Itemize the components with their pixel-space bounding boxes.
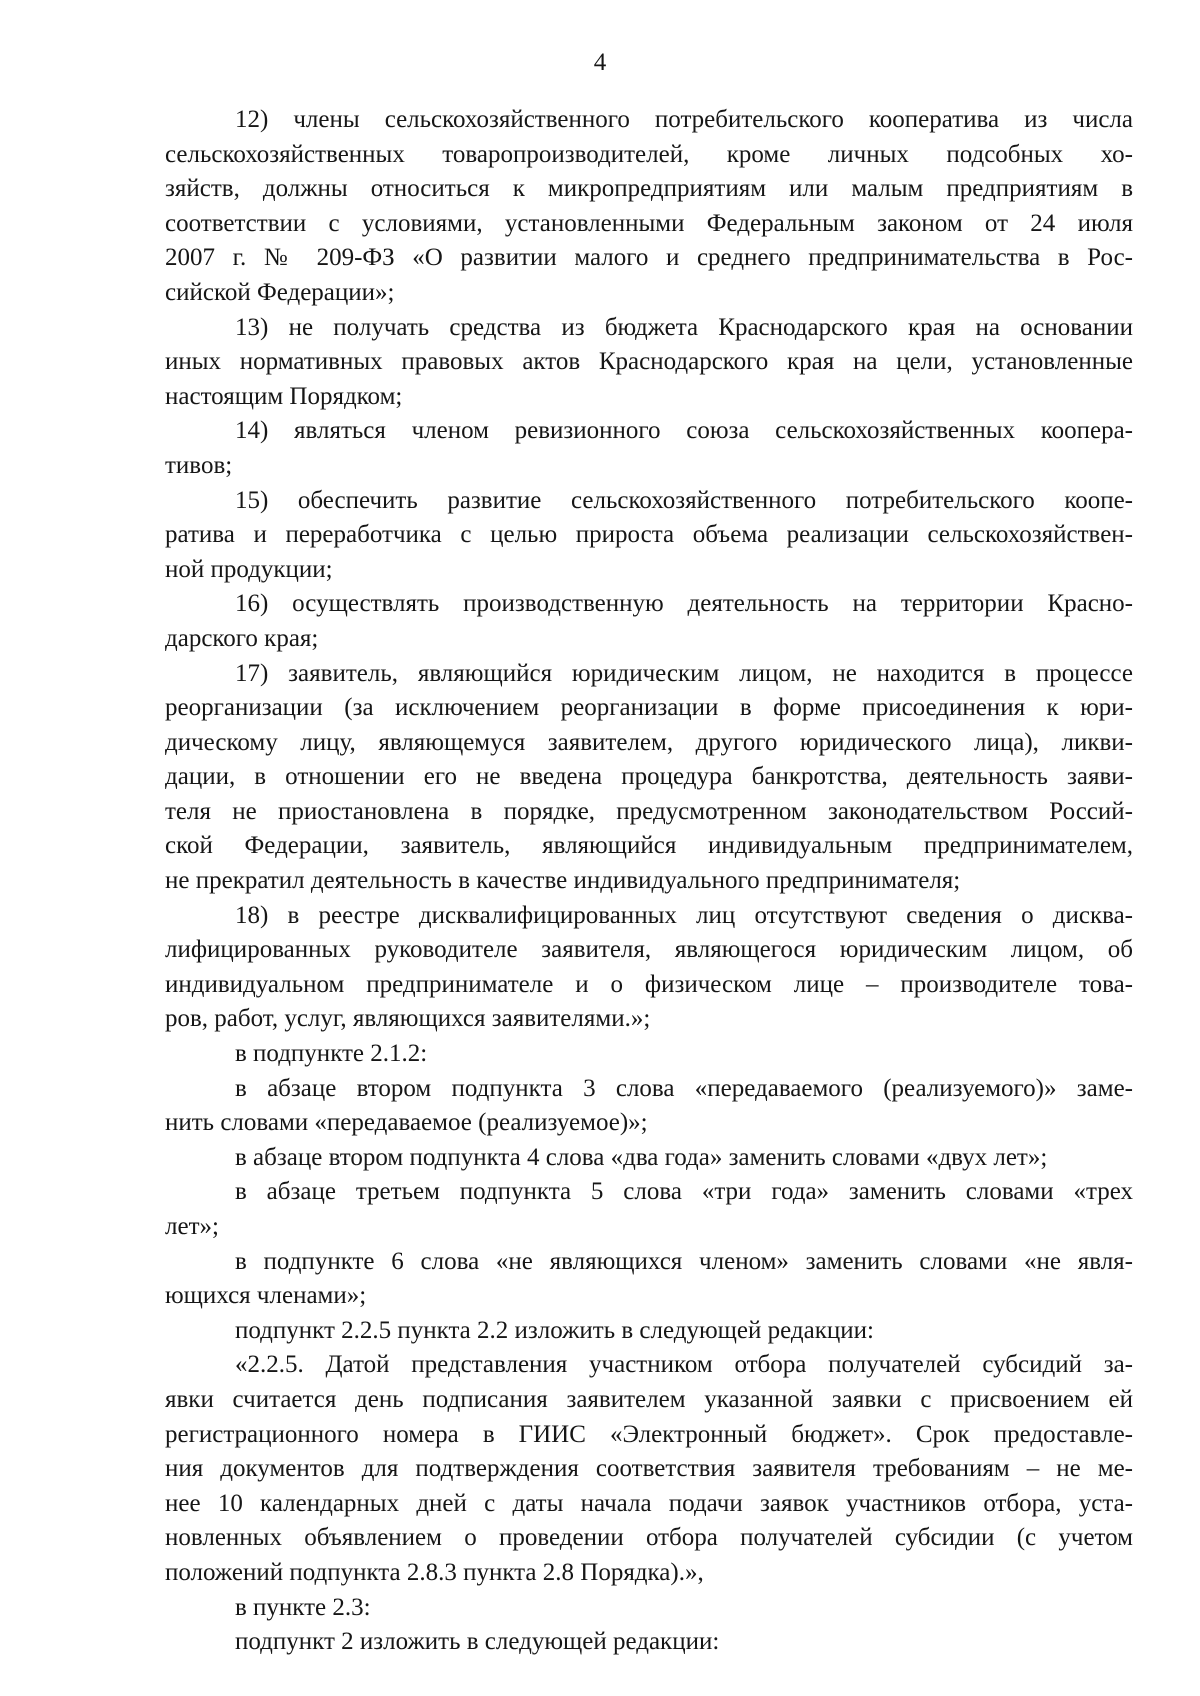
paragraph-subitem-2-1-2 [165,1037,1133,1072]
text-line: 17) заявитель, являющийся юридическим лицом, не находится в процессе [235,659,1133,687]
paragraph-text-2-2-5 [165,1348,1133,1590]
text-line: в абзаце втором подпункта 3 слова «передаваемого (реализуемого)» заме- [235,1074,1133,1102]
text-line: ной продукции; [165,555,333,583]
text-line: подпункт 2 изложить в следующей редакции: [235,1628,720,1656]
paragraph-item-18 [165,899,1133,1037]
text-line: не прекратил деятельность в качестве индивидуального предпринимателя; [165,867,961,895]
text-line: в абзаце третьем подпункта 5 слова «три года» заменить словами «трех [235,1178,1133,1206]
text-line: в пункте 2.3: [235,1593,371,1621]
text-line: 16) осуществлять производственную деятельность на территории Красно- [235,590,1133,618]
text-line: подпункт 2.2.5 пункта 2.2 изложить в следующей редакции: [235,1316,874,1344]
text-line: регистрационного номера в ГИИС «Электронный бюджет». Срок предоставле- [165,1420,1133,1448]
text-line: в абзаце втором подпункта 4 слова «два года» заменить словами «двух лет»; [235,1143,1048,1171]
paragraph-amend-sub3 [165,1072,1133,1141]
text-line: нить словами «передаваемое (реализуемое)»; [165,1109,648,1137]
text-line: ния документов для подтверждения соответствия заявителя требованиям – не ме- [165,1455,1133,1483]
text-line: дации, в отношении его не введена процедура банкротства, деятельность заяви- [165,763,1133,791]
paragraph-item-15 [165,484,1133,588]
text-line: 14) являться членом ревизионного союза сельскохозяйственных коопера- [235,417,1133,445]
text-line: ской Федерации, заявитель, являющийся индивидуальным предпринимателем, [165,832,1133,860]
text-line: явки считается день подписания заявителем указанной заявки с присвоением ей [165,1385,1133,1413]
paragraph-amend-sub6 [165,1245,1133,1314]
text-line: положений подпункта 2.8.3 пункта 2.8 Порядка).», [165,1558,704,1586]
paragraph-amend-2-2-5-intro [165,1314,1133,1349]
paragraph-amend-sub5 [165,1175,1133,1244]
text-line: дическому лицу, являющемуся заявителем, другого юридического лица), ликви- [165,728,1133,756]
text-line: 13) не получать средства из бюджета Краснодарского края на основании [235,313,1133,341]
text-line: индивидуальном предпринимателе и о физическом лице – производителе това- [165,970,1133,998]
text-line: новленных объявлением о проведении отбора получателей субсидии (с учетом [165,1524,1133,1552]
paragraph-item-12 [165,103,1133,311]
text-line: сийской Федерации»; [165,278,395,306]
text-line: в подпункте 2.1.2: [235,1040,428,1068]
text-line: ющихся членами»; [165,1282,367,1310]
text-line: 2007 г. № 209-ФЗ «О развитии малого и среднего предпринимательства в Рос- [165,244,1133,272]
text-line: 12) члены сельскохозяйственного потребительского кооператива из числа [235,106,1133,133]
text-line: теля не приостановлена в порядке, предусмотренном законодательством Россий- [165,797,1133,825]
paragraph-item-17 [165,657,1133,899]
text-line: настоящим Порядком; [165,382,403,410]
text-line: реорганизации (за исключением реорганизации в форме присоединения к юри- [165,694,1133,722]
text-line: дарского края; [165,624,319,652]
text-line: ратива и переработчика с целью прироста объема реализации сельскохозяйствен- [165,521,1133,549]
text-line: иных нормативных правовых актов Краснодарского края на цели, установленные [165,348,1133,376]
paragraph-sub2-intro [165,1625,1133,1660]
text-line: зяйств, должны относиться к микропредприятиям или малым предприятиям в [165,175,1133,203]
document-body [165,103,1133,1660]
text-line: тивов; [165,451,233,479]
text-line: соответствии с условиями, установленными Федеральным законом от 24 июля [165,209,1133,237]
text-line: лет»; [165,1213,219,1240]
text-line: нее 10 календарных дней с даты начала подачи заявок участников отбора, уста- [165,1489,1133,1517]
text-line: ров, работ, услуг, являющихся заявителями.»; [165,1005,651,1033]
paragraph-item-16 [165,587,1133,656]
paragraph-item-14 [165,414,1133,483]
text-line: 15) обеспечить развитие сельскохозяйственного потребительского коопе- [235,486,1133,514]
text-line: сельскохозяйственных товаропроизводителей, кроме личных подсобных хо- [165,140,1133,168]
paragraph-item-13 [165,311,1133,415]
text-line: 18) в реестре дисквалифицированных лиц отсутствуют сведения о дисква- [235,901,1133,929]
page-number: 4 [593,49,607,76]
text-line: лифицированных руководителе заявителя, являющегося юридическим лицом, об [165,936,1133,964]
paragraph-item-2-3 [165,1591,1133,1626]
paragraph-amend-sub4 [165,1141,1133,1176]
text-line: в подпункте 6 слова «не являющихся членом» заменить словами «не явля- [235,1247,1133,1275]
text-line: «2.2.5. Датой представления участником отбора получателей субсидий за- [235,1351,1133,1379]
